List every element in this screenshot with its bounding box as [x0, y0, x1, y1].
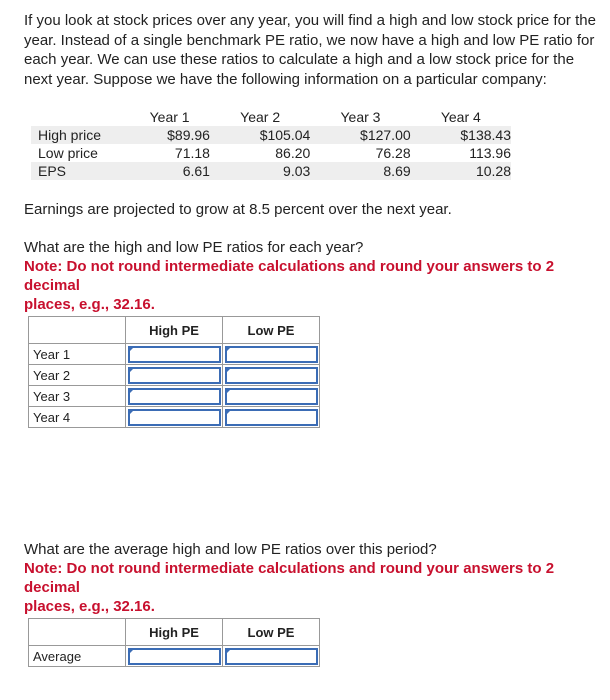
col-header-low-pe: Low PE	[223, 619, 320, 646]
low-pe-year2-input[interactable]	[225, 367, 318, 384]
pe-ratio-answer-table	[28, 316, 320, 428]
info-col-year3: Year 3	[340, 109, 381, 125]
low-pe-year1-input[interactable]	[225, 346, 318, 363]
row-label-average: Average	[29, 646, 126, 667]
info-cell: 8.69	[310, 162, 410, 180]
answer-row-year1	[29, 344, 320, 365]
info-cell: 113.96	[469, 145, 511, 161]
average-high-pe-input[interactable]	[128, 648, 221, 665]
info-row-label: High price	[31, 126, 129, 144]
low-pe-year3-input[interactable]	[225, 388, 318, 405]
info-cell: $89.96	[129, 126, 210, 144]
info-cell: 76.28	[375, 145, 411, 161]
row-label-year4: Year 4	[29, 407, 126, 428]
info-row-label: EPS	[31, 162, 129, 180]
info-row-label: Low price	[38, 145, 98, 161]
high-pe-year1-input[interactable]	[128, 346, 221, 363]
question-1-note: Note: Do not round intermediate calculations and round your answers to 2 decimal places, e.g., 32.16.	[24, 258, 555, 313]
row-label-year1: Year 1	[29, 344, 126, 365]
info-header-row	[31, 108, 511, 126]
col-header-high-pe: High PE	[126, 619, 223, 646]
question-2: What are the average high and low PE ratios over this period?	[24, 541, 437, 558]
company-info-table	[31, 108, 511, 180]
row-label-year2: Year 2	[29, 365, 126, 386]
info-row-low-price	[31, 144, 511, 162]
col-header-high-pe: High PE	[126, 317, 223, 344]
average-header-row	[29, 619, 320, 646]
info-col-year4: Year 4	[440, 109, 481, 125]
info-cell: $138.43	[411, 126, 511, 144]
info-col-year1: Year 1	[149, 109, 190, 125]
info-cell: 71.18	[174, 145, 210, 161]
answer-row-year2	[29, 365, 320, 386]
low-pe-year4-input[interactable]	[225, 409, 318, 426]
info-cell: $127.00	[310, 126, 410, 144]
info-row-high-price	[31, 126, 511, 144]
info-cell: 9.03	[210, 162, 310, 180]
info-col-year2: Year 2	[240, 109, 281, 125]
answer-row-average	[29, 646, 320, 667]
row-label-year3: Year 3	[29, 386, 126, 407]
intro-paragraph: If you look at stock prices over any year, you will find a high and low stock price for the year. Instead of a single benchmark PE ratio, we now have a high and low PE ratio for each year. We can use these ratios to calculate a high and a low stock price for the next year. Suppose we have the following information on a particular company:	[24, 12, 596, 88]
question-1: What are the high and low PE ratios for each year?	[24, 239, 364, 256]
info-cell: 6.61	[129, 162, 210, 180]
info-cell: $105.04	[210, 126, 310, 144]
col-header-low-pe: Low PE	[223, 317, 320, 344]
average-low-pe-input[interactable]	[225, 648, 318, 665]
high-pe-year3-input[interactable]	[128, 388, 221, 405]
growth-statement: Earnings are projected to grow at 8.5 percent over the next year.	[24, 201, 452, 218]
info-cell: 86.20	[275, 145, 311, 161]
answer-row-year3	[29, 386, 320, 407]
high-pe-year2-input[interactable]	[128, 367, 221, 384]
answer-row-year4	[29, 407, 320, 428]
info-row-eps	[31, 162, 511, 180]
question-2-note: Note: Do not round intermediate calculations and round your answers to 2 decimal places, e.g., 32.16.	[24, 560, 555, 615]
answer-header-row	[29, 317, 320, 344]
info-cell: 10.28	[411, 162, 511, 180]
average-pe-answer-table	[28, 618, 320, 667]
high-pe-year4-input[interactable]	[128, 409, 221, 426]
